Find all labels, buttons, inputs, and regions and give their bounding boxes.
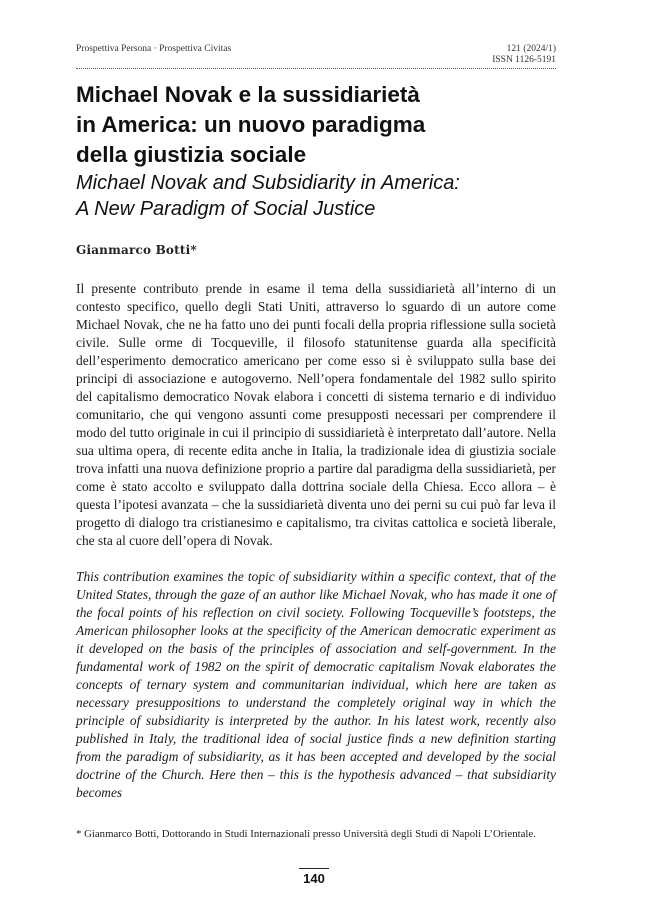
author-name: Gianmarco Botti* <box>76 243 197 257</box>
abstract-italian: Il presente contributo prende in esame il tema della sussidiarietà all’interno di un contesto specifico, quello degli Stati Uniti, attraverso lo sguardo di un autore come Michael Novak, che ne ha fatto uno dei punti focali della propria riflessione sulla società civile. Sulle orme di Tocqueville, il filosofo statunitense guarda alla specificità dell’esperimento democratico americano per come esso si è sviluppato sulla base dei principi di associazione e autogoverno. Nell’opera fondamentale del 1982 sullo spirito del capitalismo democratico Novak elabora i concetti di sistema ternario e di individuo comunitario, che qui vengono assunti come presupposti necessari per comprendere il modo del tutto originale in cui il principio di sussidiarietà è interpretato dall’autore. Nella sua ultima opera, di recente edita anche in Italia, la tradizionale idea di giustizia sociale trova infatti una nuova definizione proprio a partire dal paradigma della sussidiarietà, per come è stato accolto e sviluppato dalla dottrina sociale della Chiesa. Ecco allora – è questa l’ipotesi avanzata – che la sussidiarietà diventa uno dei perni su cui può far leva il progetto di dialogo tra cristianesimo e capitalismo, tra civitas cattolica e società liberale, che sta al cuore dell’opera di Novak. <box>76 281 556 548</box>
article-title-english: Michael Novak and Subsidiarity in America: A New Paradigm of Social Justice <box>76 172 460 220</box>
journal-name: Prospettiva Persona · Prospettiva Civitas <box>76 44 232 54</box>
abstract-english: This contribution examines the topic of subsidiarity within a specific context, that of the United States, through the gaze of an author like Michael Novak, who has made it one of the focal points of his reflection on civil society. Following Tocqueville’s footsteps, the American philosopher looks at the specificity of the American democratic experiment as it developed on the basis of the principles of association and self-government. In the fundamental work of 1982 on the spirit of democratic capitalism Novak elaborates the concepts of ternary system and communitarian individual, which here are taken as necessary presuppositions to understand the completely original way in which the principle of subsidiarity is interpreted by the author. In his latest work, recently also published in Italy, the traditional idea of social justice finds a new definition starting from the paradigm of subsidiarity, as it has been accepted and developed by the social doctrine of the Church. Here then – this is the hypothesis advanced – that subsidiarity becomes <box>76 569 556 800</box>
issn: ISSN 1126-5191 <box>492 55 556 65</box>
issue-number: 121 (2024/1) <box>506 44 556 54</box>
article-title-italian: Michael Novak e la sussidiarietà in America: un nuovo paradigma della giustizia sociale <box>76 82 426 167</box>
page-number-rule <box>299 868 329 869</box>
author-footnote: * Gianmarco Botti, Dottorando in Studi Internazionali presso Università degli Studi di Napoli L’Orientale. <box>76 828 536 840</box>
page-number: 140 <box>303 871 325 886</box>
issue-info <box>492 44 556 66</box>
header-divider <box>76 68 556 69</box>
